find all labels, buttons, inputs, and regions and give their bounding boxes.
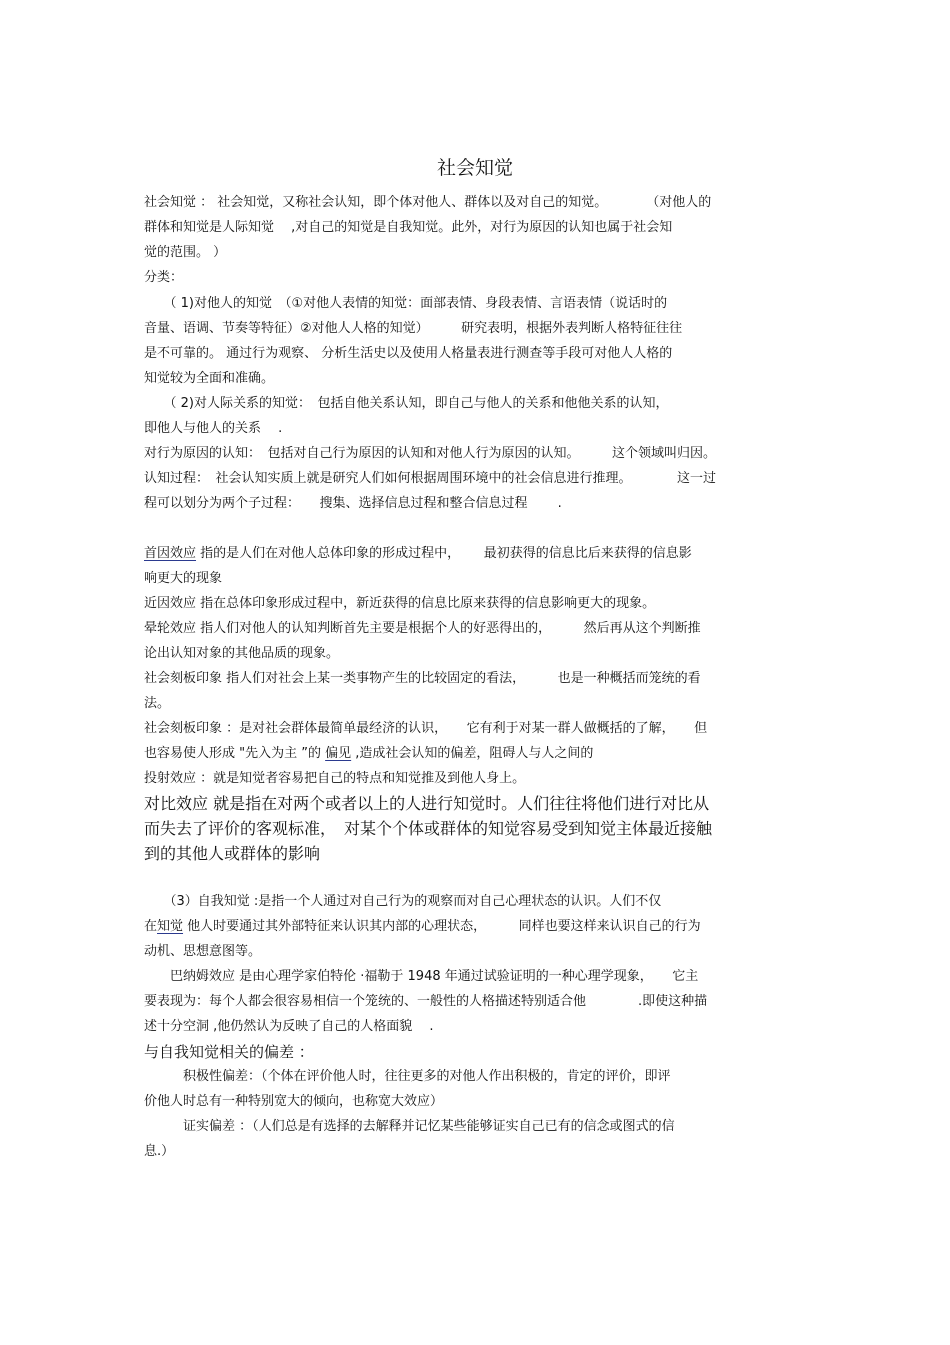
page-title: 社会知觉 <box>436 157 513 179</box>
text-line: 程可以划分为两个子过程： 搜集、选择信息过程和整合信息过程 . <box>144 496 562 511</box>
self-text-before: 在 <box>144 919 158 934</box>
text-line: 觉的范围。 ） <box>144 245 227 260</box>
contrast-effect-line: 对比效应 就是指在对两个或者以上的人进行知觉时。人们往往将他们进行对比从 <box>144 794 710 813</box>
bias-text-after: ,造成社会认知的偏差，阻碍人与人之间的 <box>351 746 594 761</box>
text-line: 社会刻板印象 ：是对社会群体最简单最经济的认识， 它有利于对某一群人做概括的了解， 但 <box>144 721 708 736</box>
text-line: 巴纳姆效应 是由心理学家伯特伦 ·福勒于 1948 年通过试验证明的一种心理学现象， 它主 <box>144 969 699 984</box>
text-line: （ 2)对人际关系的知觉： 包括自他关系认知，即自己与他人的关系和他他关系的认知， <box>144 396 669 411</box>
bias-line <box>144 745 593 763</box>
text-line: 群体和知觉是人际知觉 ,对自己的知觉是自我知觉。此外，对行为原因的认知也属于社会知 <box>144 220 673 235</box>
text-line: （ 1)对他人的知觉 （①对他人表情的知觉：面部表情、身段表情、言语表情（说话时的 <box>144 296 668 311</box>
text-line: 述十分空洞 ,他仍然认为反映了自己的人格面貌 . <box>144 1019 434 1034</box>
text-line: 社会知觉 ： 社会知觉，又称社会认知，即个体对他人、群体以及对自己的知觉。 （对他人的 <box>144 195 712 210</box>
text-line: 响更大的现象 <box>144 571 223 586</box>
bias-text-before: 也容易使人形成 "先入为主 ”的 <box>144 746 326 761</box>
perception-term-link[interactable]: 知觉 <box>157 919 184 934</box>
text-line: 要表现为：每个人都会很容易相信一个笼统的、一般性的人格描述特别适合他 .即使这种描 <box>144 994 708 1009</box>
text-line: 近因效应 指在总体印象形成过程中，新近获得的信息比原来获得的信息影响更大的现象。 <box>144 596 656 611</box>
text-line: 晕轮效应 指人们对他人的认知判断首先主要是根据个人的好恶得出的， 然后再从这个判断推 <box>144 621 701 636</box>
text-line: 论出认知对象的其他品质的现象。 <box>144 646 340 661</box>
text-line: 社会刻板印象 指人们对社会上某一类事物产生的比较固定的看法， 也是一种概括而笼统的看 <box>144 671 701 686</box>
text-line: 分类： <box>144 270 184 285</box>
text-line: 是不可靠的。 通过行为观察、 分析生活史以及使用人格量表进行测查等手段可对他人人格的 <box>144 346 673 361</box>
self-perception-line <box>144 918 701 936</box>
text-line: 证实偏差 ：（人们总是有选择的去解释并记忆某些能够证实自己已有的信念或图式的信 <box>144 1119 675 1134</box>
text-line: 对行为原因的认知： 包括对自己行为原因的认知和对他人行为原因的认知。 这个领域叫归因。 <box>144 446 717 461</box>
text-line: 即他人与他人的关系 . <box>144 421 283 436</box>
text-line: 动机、思想意图等。 <box>144 944 262 959</box>
text-line: 投射效应 ：就是知觉者容易把自己的特点和知觉推及到他人身上。 <box>144 771 526 786</box>
text-line: 认知过程： 社会认知实质上就是研究人们如何根据周围环境中的社会信息进行推理。 这一过 <box>144 471 717 486</box>
text-line: 息.） <box>144 1144 175 1159</box>
prejudice-term-link[interactable]: 偏见 <box>325 746 352 761</box>
text-line: （3）自我知觉 :是指一个人通过对自己行为的观察而对自己心理状态的认识。人们不仅 <box>144 894 662 909</box>
text-line: 价他人时总有一种特别宽大的倾向，也称宽大效应） <box>144 1094 444 1109</box>
text-line: 知觉较为全面和准确。 <box>144 371 275 386</box>
contrast-effect-line: 到的其他人或群体的影响 <box>144 844 321 863</box>
text-line: 积极性偏差：（个体在评价他人时，往往更多的对他人作出积极的，肯定的评价，即评 <box>144 1069 671 1084</box>
contrast-effect-line: 而失去了评价的客观标准， 对某个个体或群体的知觉容易受到知觉主体最近接触 <box>144 819 713 838</box>
section-heading: 与自我知觉相关的偏差 ： <box>144 1043 314 1061</box>
primacy-effect-term-link[interactable]: 首因效应 <box>144 546 197 561</box>
text-line: 法。 <box>144 696 171 711</box>
self-text-after: 他人时要通过其外部特征来认识其内部的心理状态， 同样也要这样来认识自己的行为 <box>183 919 701 934</box>
primacy-effect-line <box>144 545 692 563</box>
text-line: 音量、语调、节奏等特征）②对他人人格的知觉） 研究表明，根据外表判断人格特征往往 <box>144 321 683 336</box>
primacy-effect-text: 指的是人们在对他人总体印象的形成过程中， 最初获得的信息比后来获得的信息影 <box>196 546 692 561</box>
